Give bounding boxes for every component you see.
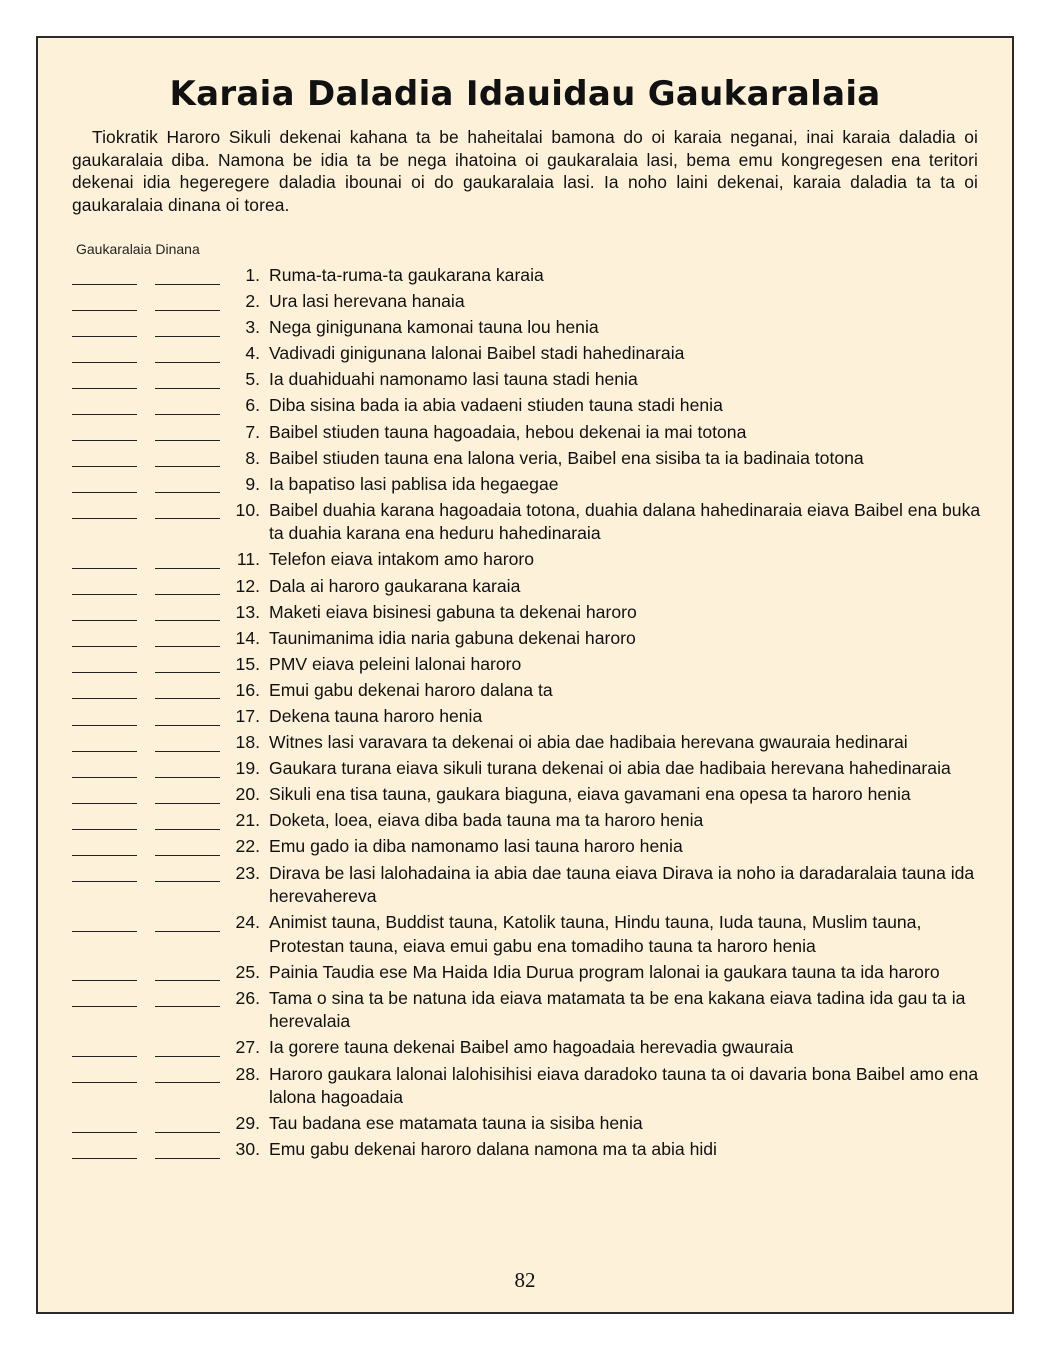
date-blank[interactable] <box>72 414 137 415</box>
date-blank[interactable] <box>72 466 137 467</box>
date-blank-2[interactable] <box>155 284 220 285</box>
date-blank-2[interactable] <box>155 1132 220 1133</box>
item-number: 24. <box>235 912 260 933</box>
item-text: Baibel duahia karana hagoadaia totona, duahia dalana hahedinaraia eiava Baibel ena buka ta duahia karana ena heduru hahedinaraia <box>269 499 981 544</box>
answer-blanks <box>72 627 222 651</box>
date-blank[interactable] <box>72 1158 137 1159</box>
item-number: 27. <box>235 1037 260 1058</box>
date-blank[interactable] <box>72 1006 137 1007</box>
checklist <box>72 264 992 1164</box>
item-text: Animist tauna, Buddist tauna, Katolik tauna, Hindu tauna, Iuda tauna, Muslim tauna, Protestan tauna, eiava emui gabu ena tomadiho tauna ta haroro henia <box>269 912 922 956</box>
answer-blanks <box>72 1138 222 1162</box>
answer-blanks <box>72 290 222 314</box>
date-blank[interactable] <box>72 881 137 882</box>
item-number: 15. <box>235 653 260 674</box>
answer-blanks <box>72 473 222 497</box>
date-blank-2[interactable] <box>155 594 220 595</box>
item-number: 7. <box>245 421 260 442</box>
list-item <box>72 342 992 366</box>
date-blank[interactable] <box>72 672 137 673</box>
list-item <box>72 1112 992 1136</box>
item-number: 2. <box>245 291 260 312</box>
answer-blanks <box>72 421 222 445</box>
list-item <box>72 473 992 497</box>
answer-blanks <box>72 499 222 523</box>
item-number: 10. <box>235 499 260 520</box>
item-number: 11. <box>236 549 260 570</box>
list-item <box>72 601 992 625</box>
date-blank-2[interactable] <box>155 980 220 981</box>
item-number: 30. <box>235 1139 260 1160</box>
item-text: Sikuli ena tisa tauna, gaukara biaguna, eiava gavamani ena opesa ta haroro henia <box>269 784 911 805</box>
item-text: Emui gabu dekenai haroro dalana ta <box>269 679 553 700</box>
column-header: Gaukaralaia Dinana <box>76 241 200 257</box>
date-blank-2[interactable] <box>155 881 220 882</box>
date-blank[interactable] <box>72 646 137 647</box>
answer-blanks <box>72 1112 222 1136</box>
item-text: Witnes lasi varavara ta dekenai oi abia dae hadibaia herevana gwauraia hedinarai <box>269 732 908 753</box>
item-number: 25. <box>235 961 260 982</box>
answer-blanks <box>72 987 222 1011</box>
answer-blanks <box>72 653 222 677</box>
intro-paragraph: Tiokratik Haroro Sikuli dekenai kahana ta be haheitalai bamona do oi karaia neganai, inai karaia daladia oi gaukaralaia diba. Namona be idia ta be nega ihatoina oi gaukaralaia lasi, bema emu kongregesen ena teritori dekenai idia hegeregere daladia ibounai oi do gaukaralaia lasi. Ia noho laini dekenai, karaia daladia ta ta oi gaukaralaia dinana oi torea. <box>72 127 978 215</box>
list-item <box>72 835 992 859</box>
answer-blanks <box>72 575 222 599</box>
item-text: Tau badana ese matamata tauna ia sisiba henia <box>269 1113 643 1134</box>
item-number: 26. <box>235 987 260 1008</box>
date-blank-2[interactable] <box>155 492 220 493</box>
date-blank-2[interactable] <box>155 1158 220 1159</box>
date-blank-2[interactable] <box>155 777 220 778</box>
list-item <box>72 731 992 755</box>
item-number: 8. <box>245 447 260 468</box>
date-blank-2[interactable] <box>155 698 220 699</box>
item-number: 14. <box>235 627 260 648</box>
date-blank-2[interactable] <box>155 440 220 441</box>
item-number: 1. <box>245 265 260 285</box>
list-item <box>72 961 992 985</box>
list-item <box>72 394 992 418</box>
date-blank[interactable] <box>72 362 137 363</box>
list-item <box>72 447 992 471</box>
item-text: Painia Taudia ese Ma Haida Idia Durua program lalonai ia gaukara tauna ta ida haroro <box>269 961 940 982</box>
item-number: 6. <box>245 395 260 416</box>
list-item <box>72 862 992 909</box>
date-blank-2[interactable] <box>155 388 220 389</box>
answer-blanks <box>72 862 222 886</box>
list-item <box>72 679 992 703</box>
item-text: Vadivadi ginigunana lalonai Baibel stadi hahedinaraia <box>269 343 685 364</box>
date-blank[interactable] <box>72 829 137 830</box>
answer-blanks <box>72 679 222 703</box>
item-number: 22. <box>235 836 260 857</box>
list-item <box>72 783 992 807</box>
answer-blanks <box>72 911 222 935</box>
page-title: Karaia Daladia Idauidau Gaukaralaia <box>169 74 881 114</box>
item-text: Dirava be lasi lalohadaina ia abia dae tauna eiava Dirava ia noho ia daradaralaia tauna ida herevahereva <box>269 862 975 907</box>
item-number: 4. <box>245 343 260 364</box>
item-text: Diba sisina bada ia abia vadaeni stiuden tauna stadi henia <box>269 395 723 416</box>
item-number: 23. <box>235 862 260 883</box>
item-text: Taunimanima idia naria gabuna dekenai haroro <box>269 627 636 648</box>
item-number: 13. <box>235 601 260 622</box>
answer-blanks <box>72 809 222 833</box>
date-blank[interactable] <box>72 725 137 726</box>
item-text: Baibel stiuden tauna ena lalona veria, Baibel ena sisiba ta ia badinaia totona <box>269 447 864 468</box>
page-number: 82 <box>514 1268 536 1292</box>
answer-blanks <box>72 601 222 625</box>
page-frame <box>36 36 1014 1314</box>
answer-blanks <box>72 368 222 392</box>
date-blank-2[interactable] <box>155 855 220 856</box>
date-blank-2[interactable] <box>155 568 220 569</box>
answer-blanks <box>72 548 222 572</box>
date-blank[interactable] <box>72 336 137 337</box>
date-blank[interactable] <box>72 620 137 621</box>
item-text: Ruma-ta-ruma-ta gaukarana karaia <box>269 265 544 285</box>
item-text: Dala ai haroro gaukarana karaia <box>269 575 521 596</box>
date-blank-2[interactable] <box>155 1056 220 1057</box>
item-text: Dekena tauna haroro henia <box>269 706 483 726</box>
list-item <box>72 316 992 340</box>
date-blank[interactable] <box>72 440 137 441</box>
item-text: PMV eiava peleini lalonai haroro <box>269 653 522 674</box>
date-blank[interactable] <box>72 777 137 778</box>
date-blank-2[interactable] <box>155 414 220 415</box>
date-blank[interactable] <box>72 310 137 311</box>
item-text: Ura lasi herevana hanaia <box>269 291 465 312</box>
item-text: Ia bapatiso lasi pablisa ida hegaegae <box>269 473 559 494</box>
answer-blanks <box>72 961 222 985</box>
item-number: 9. <box>245 473 260 494</box>
date-blank-2[interactable] <box>155 1082 220 1083</box>
date-blank[interactable] <box>72 1132 137 1133</box>
answer-blanks <box>72 342 222 366</box>
item-text: Gaukara turana eiava sikuli turana dekenai oi abia dae hadibaia herevana hahedinaraia <box>269 758 951 779</box>
answer-blanks <box>72 394 222 418</box>
answer-blanks <box>72 731 222 755</box>
item-text: Telefon eiava intakom amo haroro <box>269 549 535 570</box>
date-blank-2[interactable] <box>155 362 220 363</box>
date-blank-2[interactable] <box>155 931 220 932</box>
list-item <box>72 1036 992 1060</box>
list-item <box>72 575 992 599</box>
item-text: Ia duahiduahi namonamo lasi tauna stadi henia <box>269 369 638 390</box>
date-blank-2[interactable] <box>155 646 220 647</box>
date-blank[interactable] <box>72 388 137 389</box>
list-item <box>72 809 992 833</box>
item-text: Tama o sina ta be natuna ida eiava matamata ta be ena kakana eiava tadina ida gau ta ia herevalaia <box>269 987 966 1032</box>
item-text: Doketa, loea, eiava diba bada tauna ma ta haroro henia <box>269 810 704 831</box>
date-blank[interactable] <box>72 698 137 699</box>
date-blank-2[interactable] <box>155 336 220 337</box>
list-item <box>72 290 992 314</box>
date-blank[interactable] <box>72 931 137 932</box>
date-blank-2[interactable] <box>155 466 220 467</box>
answer-blanks <box>72 316 222 340</box>
date-blank[interactable] <box>72 803 137 804</box>
answer-blanks <box>72 1036 222 1060</box>
date-blank[interactable] <box>72 284 137 285</box>
date-blank[interactable] <box>72 751 137 752</box>
date-blank-2[interactable] <box>155 1006 220 1007</box>
item-number: 20. <box>235 784 260 805</box>
date-blank[interactable] <box>72 855 137 856</box>
date-blank-2[interactable] <box>155 751 220 752</box>
item-text: Emu gado ia diba namonamo lasi tauna haroro henia <box>269 836 683 857</box>
item-text: Baibel stiuden tauna hagoadaia, hebou dekenai ia mai totona <box>269 421 747 442</box>
date-blank[interactable] <box>72 980 137 981</box>
item-text: Haroro gaukara lalonai lalohisihisi eiava daradoko tauna ta oi davaria bona Baibel amo ena lalona hagoadaia <box>269 1063 979 1108</box>
list-item <box>72 627 992 651</box>
item-number: 17. <box>235 706 260 726</box>
date-blank[interactable] <box>72 1056 137 1057</box>
date-blank-2[interactable] <box>155 672 220 673</box>
item-number: 3. <box>245 317 260 338</box>
date-blank-2[interactable] <box>155 725 220 726</box>
date-blank[interactable] <box>72 518 137 519</box>
item-text: Maketi eiava bisinesi gabuna ta dekenai haroro <box>269 601 637 622</box>
answer-blanks <box>72 447 222 471</box>
list-item <box>72 705 992 729</box>
item-number: 5. <box>245 369 260 390</box>
item-number: 28. <box>235 1063 260 1084</box>
list-item <box>72 421 992 445</box>
answer-blanks <box>72 264 222 288</box>
answer-blanks <box>72 783 222 807</box>
date-blank-2[interactable] <box>155 620 220 621</box>
item-text: Ia gorere tauna dekenai Baibel amo hagoadaia herevadia gwauraia <box>269 1037 794 1058</box>
list-item <box>72 499 992 546</box>
list-item <box>72 757 992 781</box>
list-item <box>72 264 992 288</box>
date-blank-2[interactable] <box>155 310 220 311</box>
list-item <box>72 1138 992 1162</box>
item-number: 18. <box>235 732 260 753</box>
date-blank[interactable] <box>72 1082 137 1083</box>
item-text: Emu gabu dekenai haroro dalana namona ma ta abia hidi <box>269 1139 717 1160</box>
item-number: 21. <box>235 810 260 831</box>
item-number: 12. <box>235 575 260 596</box>
date-blank-2[interactable] <box>155 518 220 519</box>
date-blank[interactable] <box>72 568 137 569</box>
list-item <box>72 911 992 958</box>
date-blank-2[interactable] <box>155 803 220 804</box>
list-item <box>72 368 992 392</box>
answer-blanks <box>72 1063 222 1087</box>
item-number: 16. <box>235 679 260 700</box>
item-number: 19. <box>235 758 260 779</box>
list-item <box>72 987 992 1034</box>
item-number: 29. <box>235 1113 260 1134</box>
answer-blanks <box>72 757 222 781</box>
date-blank[interactable] <box>72 594 137 595</box>
list-item <box>72 548 992 572</box>
date-blank-2[interactable] <box>155 829 220 830</box>
date-blank[interactable] <box>72 492 137 493</box>
item-text: Nega ginigunana kamonai tauna lou henia <box>269 317 599 338</box>
list-item <box>72 1063 992 1110</box>
answer-blanks <box>72 705 222 729</box>
answer-blanks <box>72 835 222 859</box>
list-item <box>72 653 992 677</box>
